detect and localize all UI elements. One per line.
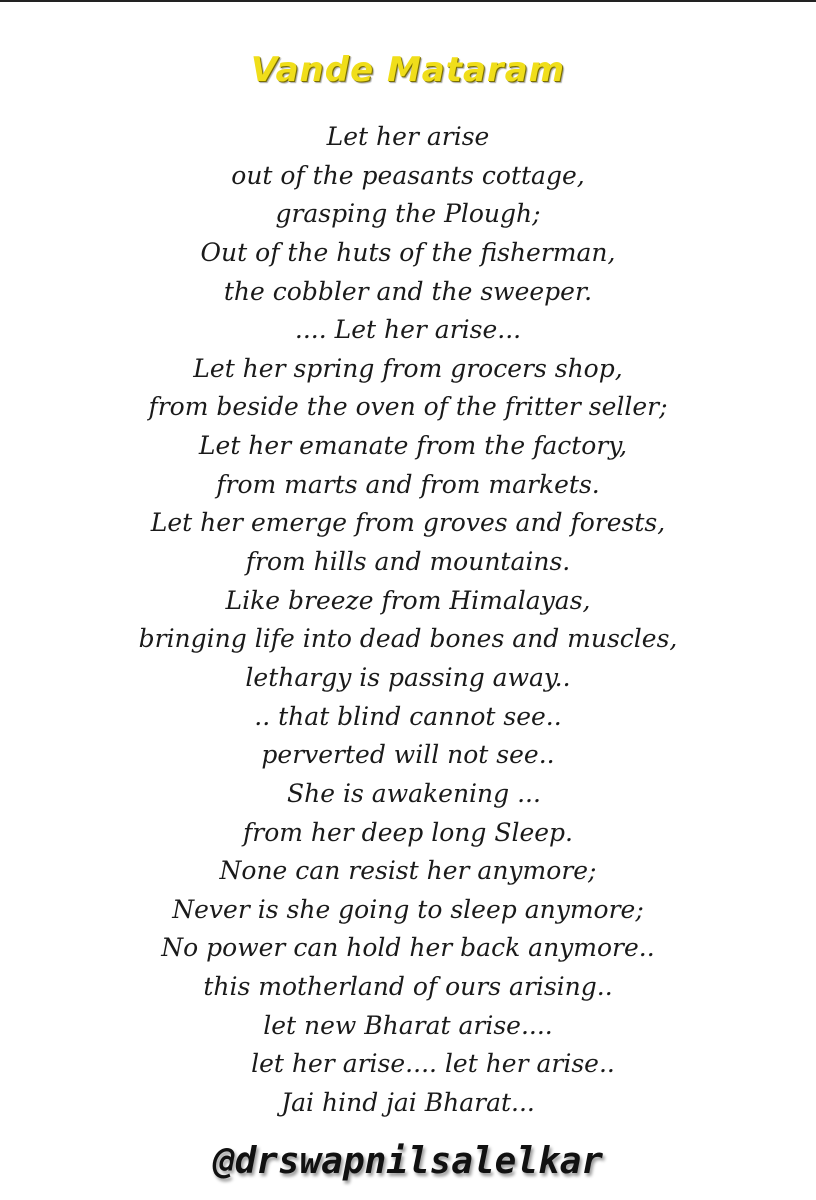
poem-line: Let her emerge from groves and forests, bbox=[150, 508, 666, 538]
poem-line: Never is she going to sleep anymore; bbox=[172, 894, 644, 924]
poem-title: Vande Mataram bbox=[250, 50, 566, 90]
poem-line: this motherland of ours arising.. bbox=[203, 972, 613, 1002]
poem-line: the cobbler and the sweeper. bbox=[223, 276, 593, 306]
poem-line: Let her spring from grocers shop, bbox=[193, 353, 623, 383]
poem-line: from beside the oven of the fritter seller; bbox=[148, 392, 668, 422]
poem-line: Out of the huts of the fisherman, bbox=[200, 237, 616, 267]
top-border-line bbox=[0, 0, 816, 2]
poem-line: Let her arise bbox=[326, 122, 490, 151]
poem-line: lethargy is passing away.. bbox=[245, 662, 571, 692]
author-handle: @drswapnilsalelkar bbox=[212, 1141, 604, 1182]
poem-line: Jai hind jai Bharat... bbox=[281, 1088, 535, 1118]
poem-line: bringing life into dead bones and muscles, bbox=[138, 624, 678, 654]
poem-line: perverted will not see.. bbox=[261, 740, 555, 770]
poem-line: from hills and mountains. bbox=[245, 547, 571, 577]
poem-line: Let her emanate from the factory, bbox=[198, 431, 628, 461]
poem-line: from her deep long Sleep. bbox=[242, 817, 573, 847]
poem-line: Like breeze from Himalayas, bbox=[225, 585, 591, 615]
poem-line: let new Bharat arise.... bbox=[263, 1010, 553, 1040]
poem-line: .. that blind cannot see.. bbox=[254, 701, 562, 731]
poem-line: grasping the Plough; bbox=[275, 199, 541, 229]
poem-body bbox=[0, 118, 816, 1123]
poem-line: let her arise.... let her arise.. bbox=[251, 1049, 615, 1079]
poem-line: .... Let her arise... bbox=[294, 315, 522, 345]
poem-line: She is awakening ... bbox=[287, 778, 541, 808]
poem-line: out of the peasants cottage, bbox=[231, 160, 585, 190]
poem-line: No power can hold her back anymore.. bbox=[161, 933, 655, 963]
poem-line: from marts and from markets. bbox=[216, 469, 600, 499]
poem-line: None can resist her anymore; bbox=[219, 856, 597, 886]
